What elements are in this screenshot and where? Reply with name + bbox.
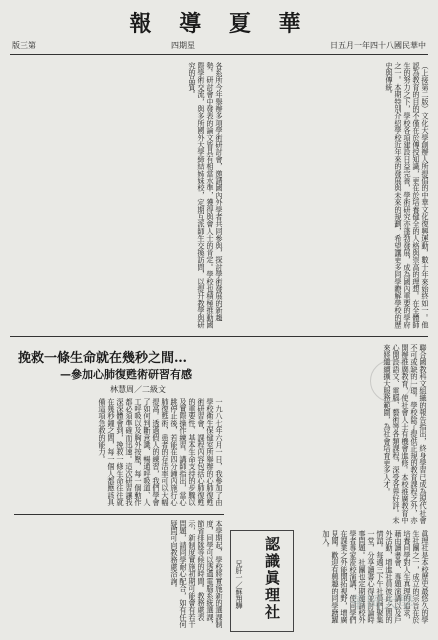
header-page: 版三第 <box>12 41 36 50</box>
article1-author: 林慧周／二級文 <box>110 385 166 394</box>
header-weekday: 四期星 <box>171 41 195 50</box>
article2-author: 兄肝一／蘇翔驊 <box>235 560 243 609</box>
watermark: 華岡大學 <box>350 593 415 612</box>
header-rule <box>10 54 428 55</box>
header-date: 日五月一年四十八國民華中 <box>330 41 426 50</box>
article1-subtitle: —參加心肺復甦術研習有感 <box>60 368 192 381</box>
mid-rule <box>10 336 428 337</box>
article4-text: 聯合國教科文組織的報告指出，終身學習已成為現代社會不可或缺的一環。學校除了提供正規的教育課程之外，亦開辦推廣教育，使社會人士有機會進修。本校推廣教育中心開設語文、電腦、藝術等各類課程，深受各界好評。未來將繼續擴大服務範圍，為社會培育更多人才。 <box>383 344 428 524</box>
article3-text: （上接第二版）文化大學創辦人所提倡的中華文化復興運動，數十年來始終如一。他認為教育的目的不僅在於傳授知識，更在於培養健全的人格與崇高的理想。在全體師生的努力之下，學校各項建設日益完善，學術研究亦蓬勃發展，成為國內重要的學府之一。本期特別介紹學校近年來的發展與未來的規劃，希望讓更多同學瞭解學校的歷史與傳統。 <box>385 62 430 329</box>
lower-rule <box>14 514 224 515</box>
article6-text: 本學期起，學校將實施新的選課制度，同學可以透過電腦系統選課，節省排隊等候的時間。教務處表示，新制度實施初期可能會有若干問題，請同學耐心配合，如有任何疑問可向教務處洽詢。 <box>170 520 224 628</box>
masthead-title: 報 導 夏 華 <box>129 10 311 37</box>
article2-text: 眞理社是本校歷史最悠久的學生社團之一，成立的宗旨在於培養同學對人生真理的追求，藉由讀書會、專題演講以及戶外活動，增進社員彼此之間的情誼。每週三下午社員們聚集一堂，分享讀書心得並討論時事問題。社團也定期邀請校外學者專家蒞校演講，使同學們在課業之外能開拓視野，增廣見聞。歡迎有興趣的同學踴躍加入。 <box>322 530 430 624</box>
article1-title: 挽救一條生命就在幾秒之間… <box>18 351 188 366</box>
library-stamp <box>370 360 412 402</box>
article2-title: 認識眞理社 <box>263 536 281 621</box>
article1-text: 一九八七年六月一日，我參加了由學校衛生保健室所舉辦的心肺復甦術研習會，課程內容包括心肺復甦的重要性、基本生命支持的步驟以及實際操作練習。講師指出，當心跳停止後，若能在四分鐘內施行心肺復甦術，患者的存活率可以大幅提高。透過假人的練習，我們學會了如何判斷意識、暢通呼吸道、人工呼吸以及胸外按壓，每一個動作都必須準確而迅速。這次研習讓我深深體會到，挽救一條生命往往就在幾秒鐘之間，每一個人都應該具備這項急救的能力。 <box>98 398 224 506</box>
header-line <box>12 40 426 54</box>
article5-text: 各系所今年舉辦多項學術研討會，邀請國內外學者共同參與，探討學術發展的新趨勢。研討會中發表的論文皆具有相當水準，獲得與會人士的肯定。學校也積極推動國際學術交流，與多所國外大學締結姊妹校，定期互派師生交換訪問，以提升教學與研究的品質。 <box>188 62 224 329</box>
